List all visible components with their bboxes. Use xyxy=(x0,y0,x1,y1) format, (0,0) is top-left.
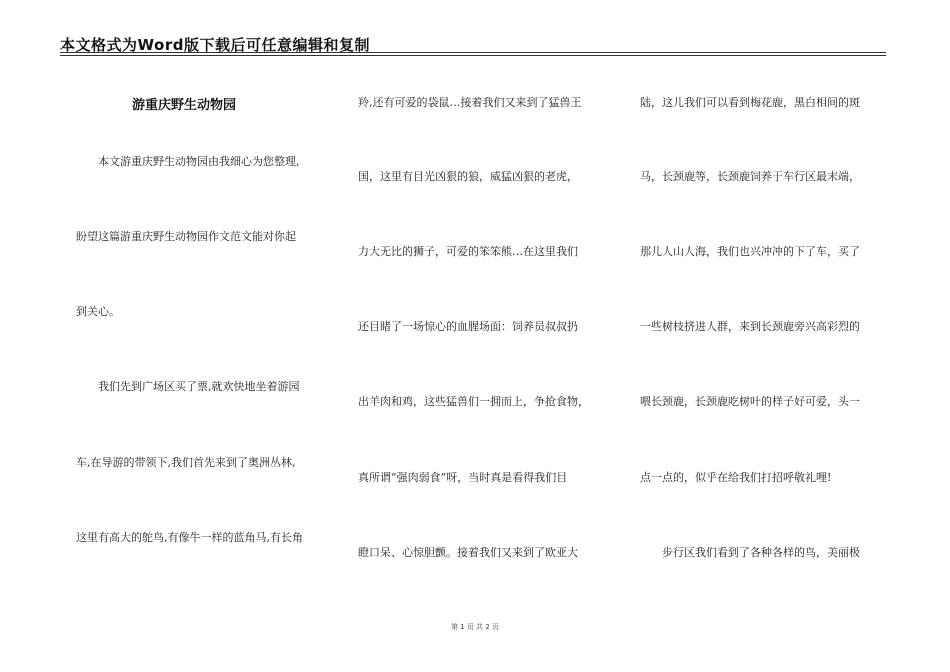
text-column-1 xyxy=(76,0,326,672)
text-line: 羚,还有可爱的袋鼠…接着我们又来到了猛兽王 xyxy=(358,96,582,109)
text-line: 还目睹了一场惊心的血腥场面：饲养员叔叔扔 xyxy=(358,320,578,333)
text-line: 这里有高大的鸵鸟,有像牛一样的蓝角马,有长角 xyxy=(76,531,303,544)
text-line: 瞪口呆、心惊胆颤。接着我们又来到了欧亚大 xyxy=(358,546,578,559)
text-line: 出羊肉和鸡，这些猛兽们一拥而上，争抢食物， xyxy=(358,395,589,408)
text-line: 到关心。 xyxy=(76,305,120,318)
article-title: 游重庆野生动物园 xyxy=(132,98,237,113)
text-column-3 xyxy=(640,0,890,672)
text-line: 我们先到广场区买了票,就欢快地坐着游园 xyxy=(98,380,300,393)
text-line: 国，这里有目光凶狠的狼，威猛凶狠的老虎， xyxy=(358,170,578,183)
text-line: 那儿人山人海，我们也兴冲冲的下了车，买了 xyxy=(640,245,860,258)
text-line: 喂长颈鹿，长颈鹿吃树叶的样子好可爱，头一 xyxy=(640,395,860,408)
text-line: 力大无比的狮子，可爱的笨笨熊…在这里我们 xyxy=(358,245,578,258)
text-line: 点一点的，似乎在给我们打招呼敬礼哩! xyxy=(640,471,832,484)
text-line: 马，长颈鹿等，长颈鹿饲养于车行区最末端， xyxy=(640,170,860,183)
header-banner: 本文格式为Word版下载后可任意编辑和复制 xyxy=(60,36,370,54)
text-column-2 xyxy=(358,0,608,672)
text-line: 真所谓“强肉弱食”呀，当时真是看得我们目 xyxy=(358,471,568,484)
text-line: 车,在导游的带领下,我们首先来到了奥洲丛林, xyxy=(76,456,296,469)
page-number: 第 1 页 共 2 页 xyxy=(450,623,500,631)
text-line: 本文游重庆野生动物园由我细心为您整理, xyxy=(98,155,300,168)
text-line: 陆，这儿我们可以看到梅花鹿，黑白相间的斑 xyxy=(640,96,860,109)
text-line: 步行区我们看到了各种各样的鸟，美丽极 xyxy=(662,546,860,559)
text-line: 一些树枝挤进人群，来到长颈鹿旁兴高彩烈的 xyxy=(640,320,860,333)
text-line: 盼望这篇游重庆野生动物园作文范文能对你起 xyxy=(76,230,296,243)
